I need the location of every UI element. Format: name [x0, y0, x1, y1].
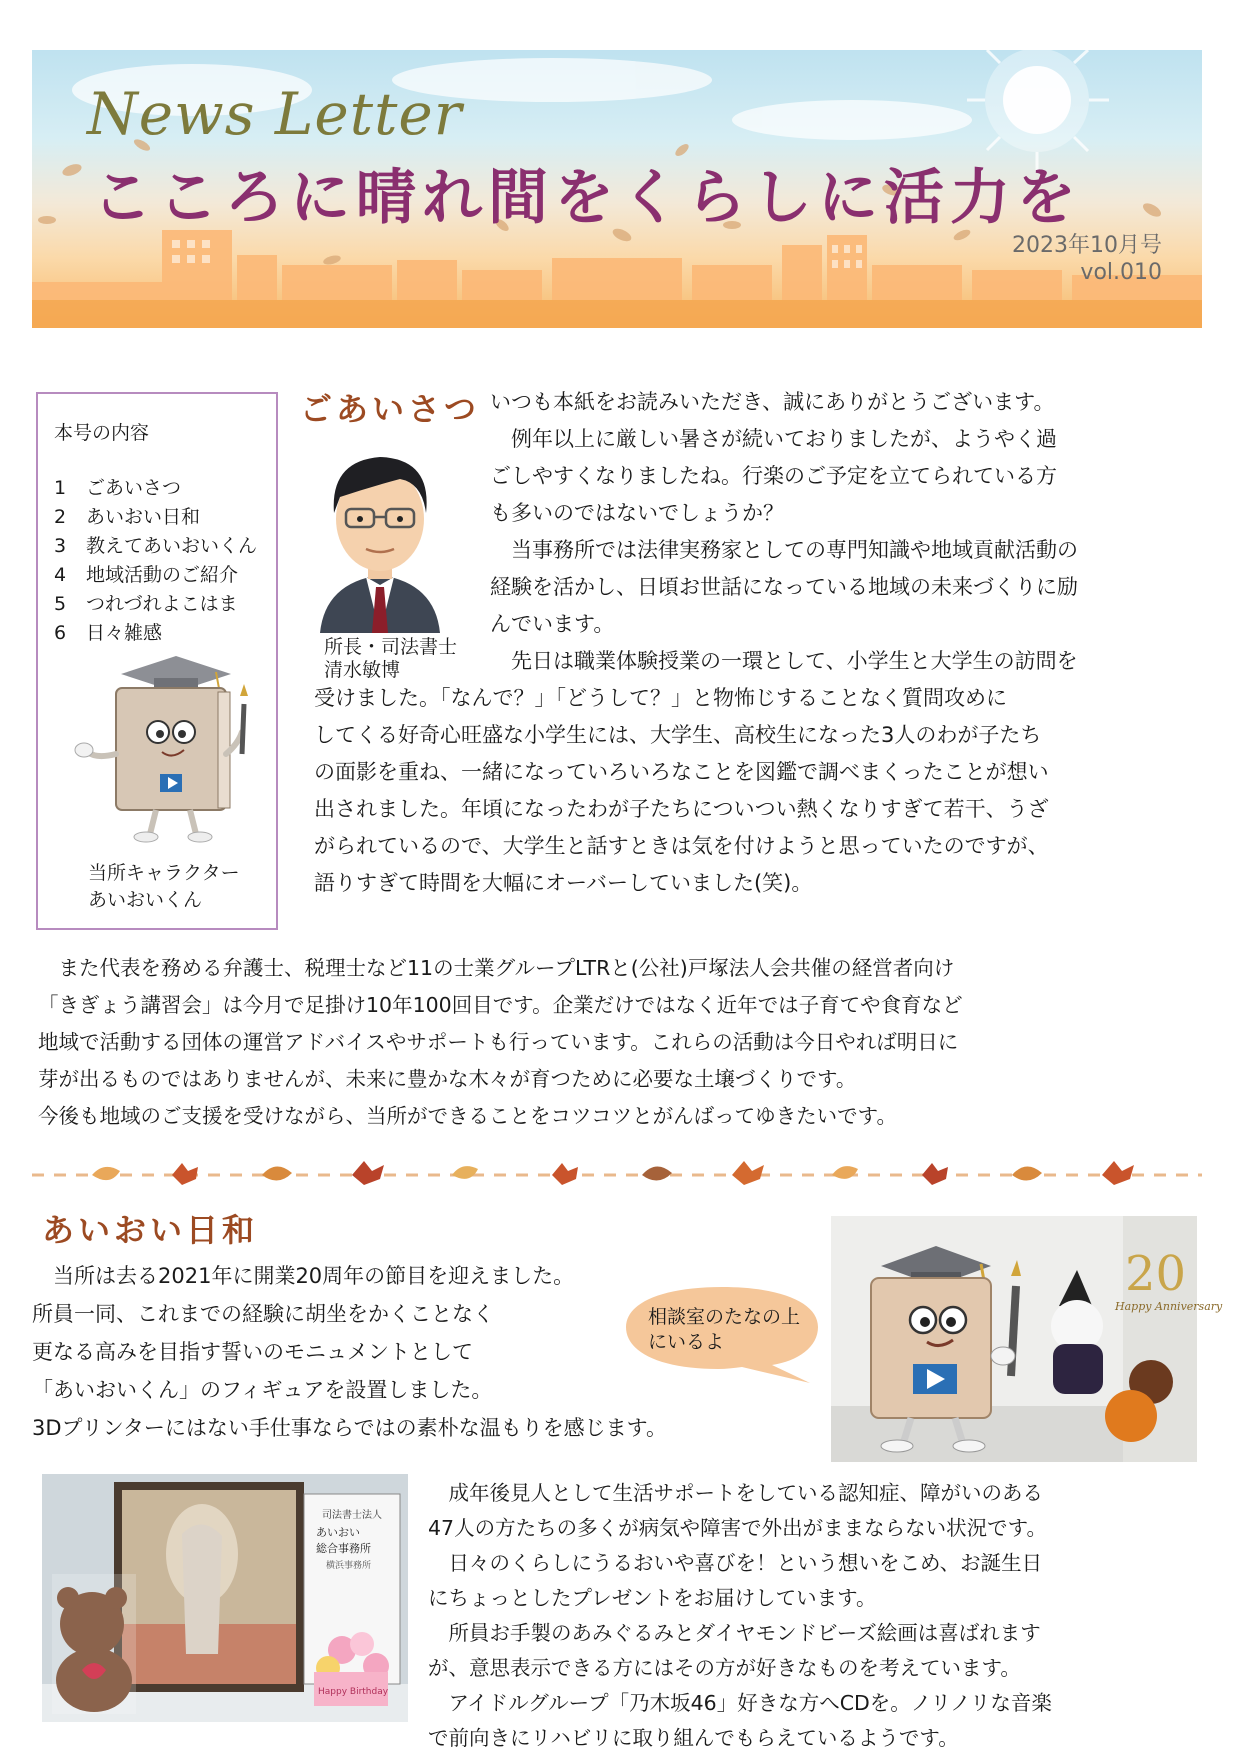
director-caption: 所長・司法書士 清水敏博: [324, 636, 458, 681]
table-of-contents: [36, 392, 278, 930]
toc-list: [54, 474, 257, 648]
sign-text: 総合事務所: [316, 1542, 371, 1555]
greeting-paragraph-3: また代表を務める弁護士、税理士など11の士業グループLTRと(公社)戸塚法人会共催の経営者向け 「きぎょう講習会」は今月で足掛け10年100回目です。企業だけではなく近年では子育てや食育など 地域で活動する団体の運営アドバイスやサポートも行っています。これらの活動は今日やれば明日に 芽が出るものではありませんが、未来に豊かな木々が育つために必要な土壌づくりです。 今後も地域のご支援を受けながら、当所ができることをコツコツとがんばってゆきたいです。: [38, 956, 963, 1128]
cake-topper-text: Happy Anniversary: [1115, 1300, 1223, 1313]
issue-date: 2023年10月号: [1012, 233, 1162, 258]
greeting-heading: ごあいさつ: [300, 390, 481, 428]
director-portrait-icon: [310, 443, 450, 633]
greeting-paragraph-1: いつも本紙をお読みいただき、誠にありがとうございます。 例年以上に厳しい暑さが続いておりましたが、ようやく過 ごしやすくなりましたね。行楽のご予定を立てられている方 も多いのではないでしょうか？ 当事務所では法律実務家としての専門知識や地域貢献活動の 経験を活かし、日頃お世話になっている地域の未来づくりに励 んでいます。 先日は職業体験授業の一環として、小学生と大学生の訪問を: [490, 390, 1078, 673]
card-text: Happy Birthday: [318, 1687, 389, 1697]
birthday-gifts-photo: [42, 1474, 408, 1722]
mascot-aioikun-icon: [66, 644, 256, 844]
toc-item: 6 日々雑感: [54, 622, 163, 644]
sign-text: あいおい: [316, 1526, 360, 1539]
toc-item: 4 地域活動のご紹介: [54, 564, 239, 586]
toc-item: 2 あいおい日和: [54, 506, 201, 528]
autumn-leaf-divider: [32, 1150, 1202, 1200]
sign-text: 司法書士法人: [322, 1510, 382, 1521]
speech-bubble-text: 相談室のたなの上 にいるよ: [648, 1306, 801, 1353]
newsletter-label: News Letter: [87, 80, 463, 148]
aioi-paragraph-1: 当所は去る2021年に開業20周年の節目を迎えました。 所員一同、これまでの経験に胡坐をかくことなく 更なる高みを目指す誓いのモニュメントとして 「あいおいくん」のフィギュアを設置しました。 3Dプリンターにはない手仕事ならではの素朴な温もりを感じます。: [32, 1264, 667, 1440]
toc-item: 3 教えてあいおいくん: [54, 535, 258, 557]
aioi-paragraph-2: 成年後見人として生活サポートをしている認知症、障がいのある 47人の方たちの多くが病気や障害で外出がままならない状況です。 日々のくらしにうるおいや喜びを！という想いをこめ、お誕生日 にちょっとしたプレゼントをお届けしています。 所員お手製のあみぐるみとダイヤモンドビーズ絵画は喜ばれます が、意思表示できる方にはその方が好きなものを考えています。 アイドルグループ「乃木坂46」好きな方へCDを。ノリノリな音楽 で前向きにリハビリに取り組んでもらえているようです。: [428, 1481, 1052, 1750]
sign-text: 横浜事務所: [326, 1561, 372, 1571]
toc-item: 5 つれづれよこはま: [54, 593, 238, 615]
issue-volume: vol.010: [1080, 260, 1162, 285]
greeting-paragraph-2: 受けました。「なんで？」「どうして？」と物怖じすることなく質問攻めに してくる好奇心旺盛な小学生には、大学生、高校生になった3人のわが子たち の面影を重ね、一緒になっていろいろなことを図鑑で調べまくったことが想い 出されました。年頃になったわが子たちについつい熱くなりすぎて若干、うざ がられているので、大学生と話すときは気を付けようと思っていたのですが、 語りすぎて時間を大幅にオーバーしていました(笑)。: [314, 686, 1049, 895]
aioi-heading: あいおい日和: [42, 1211, 259, 1249]
svg-text:20: 20: [1125, 1246, 1187, 1302]
mascot-figure-photo: [831, 1216, 1223, 1462]
mascot-caption: 当所キャラクター あいおいくん: [88, 862, 240, 911]
newsletter-headline: こころに晴れ間をくらしに活力を: [92, 163, 1082, 233]
toc-heading: 本号の内容: [54, 422, 150, 444]
header-banner: [32, 50, 1202, 328]
toc-item: 1 ごあいさつ: [54, 477, 182, 499]
